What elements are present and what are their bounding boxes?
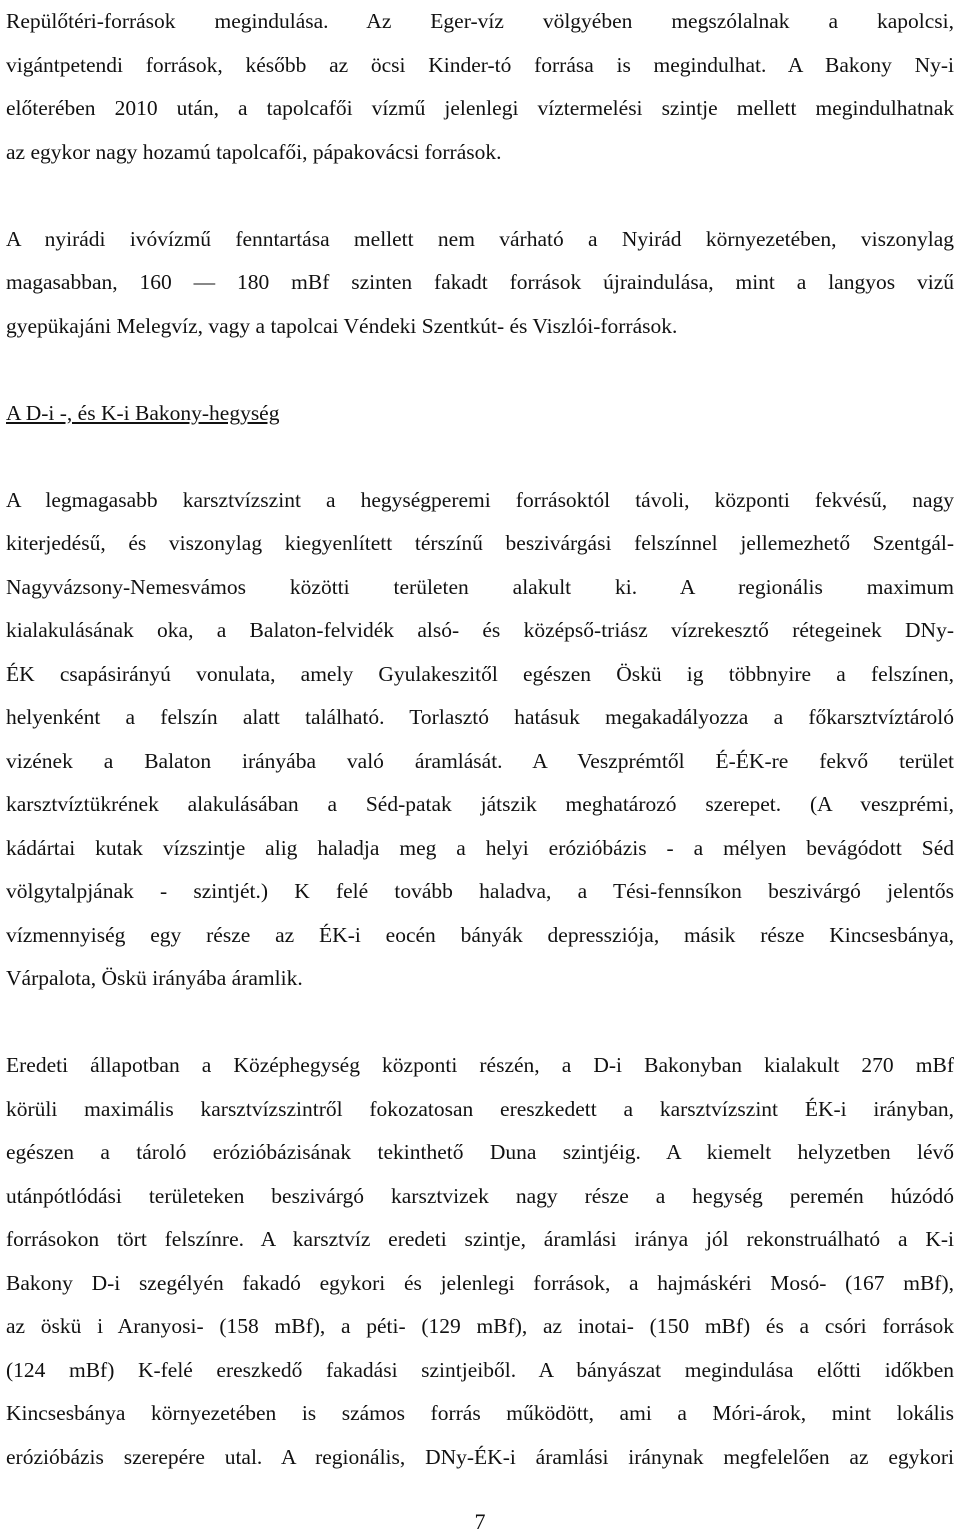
text-line: erózióbázis szerepére utal. A regionális, DNy-ÉK-i áramlási iránynak megfelelően az egykori <box>6 1444 954 1469</box>
text-line: gyepükajáni Melegvíz, vagy a tapolcai Véndeki Szentkút- és Viszlói-források. <box>6 313 678 338</box>
section-heading <box>6 392 954 436</box>
text-line: (124 mBf) K-felé ereszkedő fakadási szintjeiből. A bányászat megindulása előtti időkben <box>6 1357 954 1382</box>
document-page <box>6 0 954 1479</box>
paragraph-spacer <box>6 348 954 392</box>
text-line: előterében 2010 után, a tapolcafői vízmű jelenlegi víztermelési szintje mellett megindulhatnak <box>6 96 954 120</box>
text-line: vízmennyiség egy része az ÉK-i eocén bányák depressziója, másik része Kincsesbánya, <box>6 922 954 947</box>
text-line: A nyirádi ivóvízmű fenntartása mellett nem várható a Nyirád környezetében, viszonylag <box>6 226 954 251</box>
text-line: Repülőtéri-források megindulása. Az Eger-víz völgyében megszólalnak a kapolcsi, <box>6 9 954 33</box>
text-line: Nagyvázsony-Nemesvámos közötti területen alakult ki. A regionális maximum <box>6 574 954 599</box>
text-line: karsztvíztükrének alakulásában a Séd-patak játszik meghatározó szerepet. (A veszprémi, <box>6 792 954 816</box>
paragraph-4 <box>6 1044 954 1479</box>
text-line: utánpótlódási területeken beszivárgó karsztvizek nagy része a hegység peremén húzódó <box>6 1183 954 1208</box>
text-line: völgytalpjának - szintjét.) K felé tovább haladva, a Tési-fennsíkon beszivárgó jelentős <box>6 879 954 903</box>
text-line: kialakulásának oka, a Balaton-felvidék alsó- és középső-triász vízrekesztő rétegeinek DNy- <box>6 618 954 642</box>
text-line: Bakony D-i szegélyén fakadó egykori és jelenlegi források, a hajmáskéri Mosó- (167 mBf), <box>6 1270 954 1295</box>
paragraph-1 <box>6 0 954 174</box>
paragraph-spacer <box>6 1001 954 1045</box>
text-line: magasabban, 160 — 180 mBf szinten fakadt források újraindulása, mint a langyos vizű <box>6 270 954 294</box>
text-line: egészen a tároló erózióbázisának tekinthető Duna szintjéig. A kiemelt helyzetben lévő <box>6 1140 954 1164</box>
text-line: kádártai kutak vízszintje alig haladja meg a helyi erózióbázis - a mélyen bevágódott Séd <box>6 835 954 860</box>
text-line: forrásokon tört felszínre. A karsztvíz eredeti szintje, áramlási iránya jól rekonstruálható a K-i <box>6 1227 954 1251</box>
text-line: Kincsesbánya környezetében is számos forrás működött, ami a Móri-árok, mint lokális <box>6 1401 954 1425</box>
text-line: Várpalota, Öskü irányába áramlik. <box>6 966 303 990</box>
paragraph-spacer <box>6 435 954 479</box>
paragraph-3 <box>6 479 954 1001</box>
text-line: vigántpetendi források, később az öcsi Kinder-tó forrása is megindulhat. A Bakony Ny-i <box>6 52 954 77</box>
text-line: Eredeti állapotban a Középhegység központi részén, a D-i Bakonyban kialakult 270 mBf <box>6 1053 954 1077</box>
section-heading-text: A D-i -, és K-i Bakony-hegység <box>6 400 280 425</box>
text-line: ÉK csapásirányú vonulata, amely Gyulakeszitől egészen Öskü ig többnyire a felszínen, <box>6 661 954 686</box>
paragraph-spacer <box>6 174 954 218</box>
text-line: körüli maximális karsztvízszintről fokozatosan ereszkedett a karsztvízszint ÉK-i irányban, <box>6 1096 954 1121</box>
text-line: helyenként a felszín alatt található. Torlasztó hatásuk megakadályozza a főkarsztvíztároló <box>6 705 954 729</box>
text-line: az egykor nagy hozamú tapolcafői, pápakovácsi források. <box>6 139 502 164</box>
paragraph-2 <box>6 218 954 349</box>
text-line: A legmagasabb karsztvízszint a hegységperemi forrásoktól távoli, központi fekvésű, nagy <box>6 487 954 512</box>
text-line: vizének a Balaton irányába való áramlását. A Veszprémtől É-ÉK-re fekvő terület <box>6 748 954 773</box>
text-line: kiterjedésű, és viszonylag kiegyenlített térszínű beszivárgási felszínnel jellemezhető Szentgál- <box>6 531 954 555</box>
text-line: az öskü i Aranyosi- (158 mBf), a péti- (129 mBf), az inotai- (150 mBf) és a csóri források <box>6 1314 954 1338</box>
page-number: 7 <box>474 1509 486 1534</box>
